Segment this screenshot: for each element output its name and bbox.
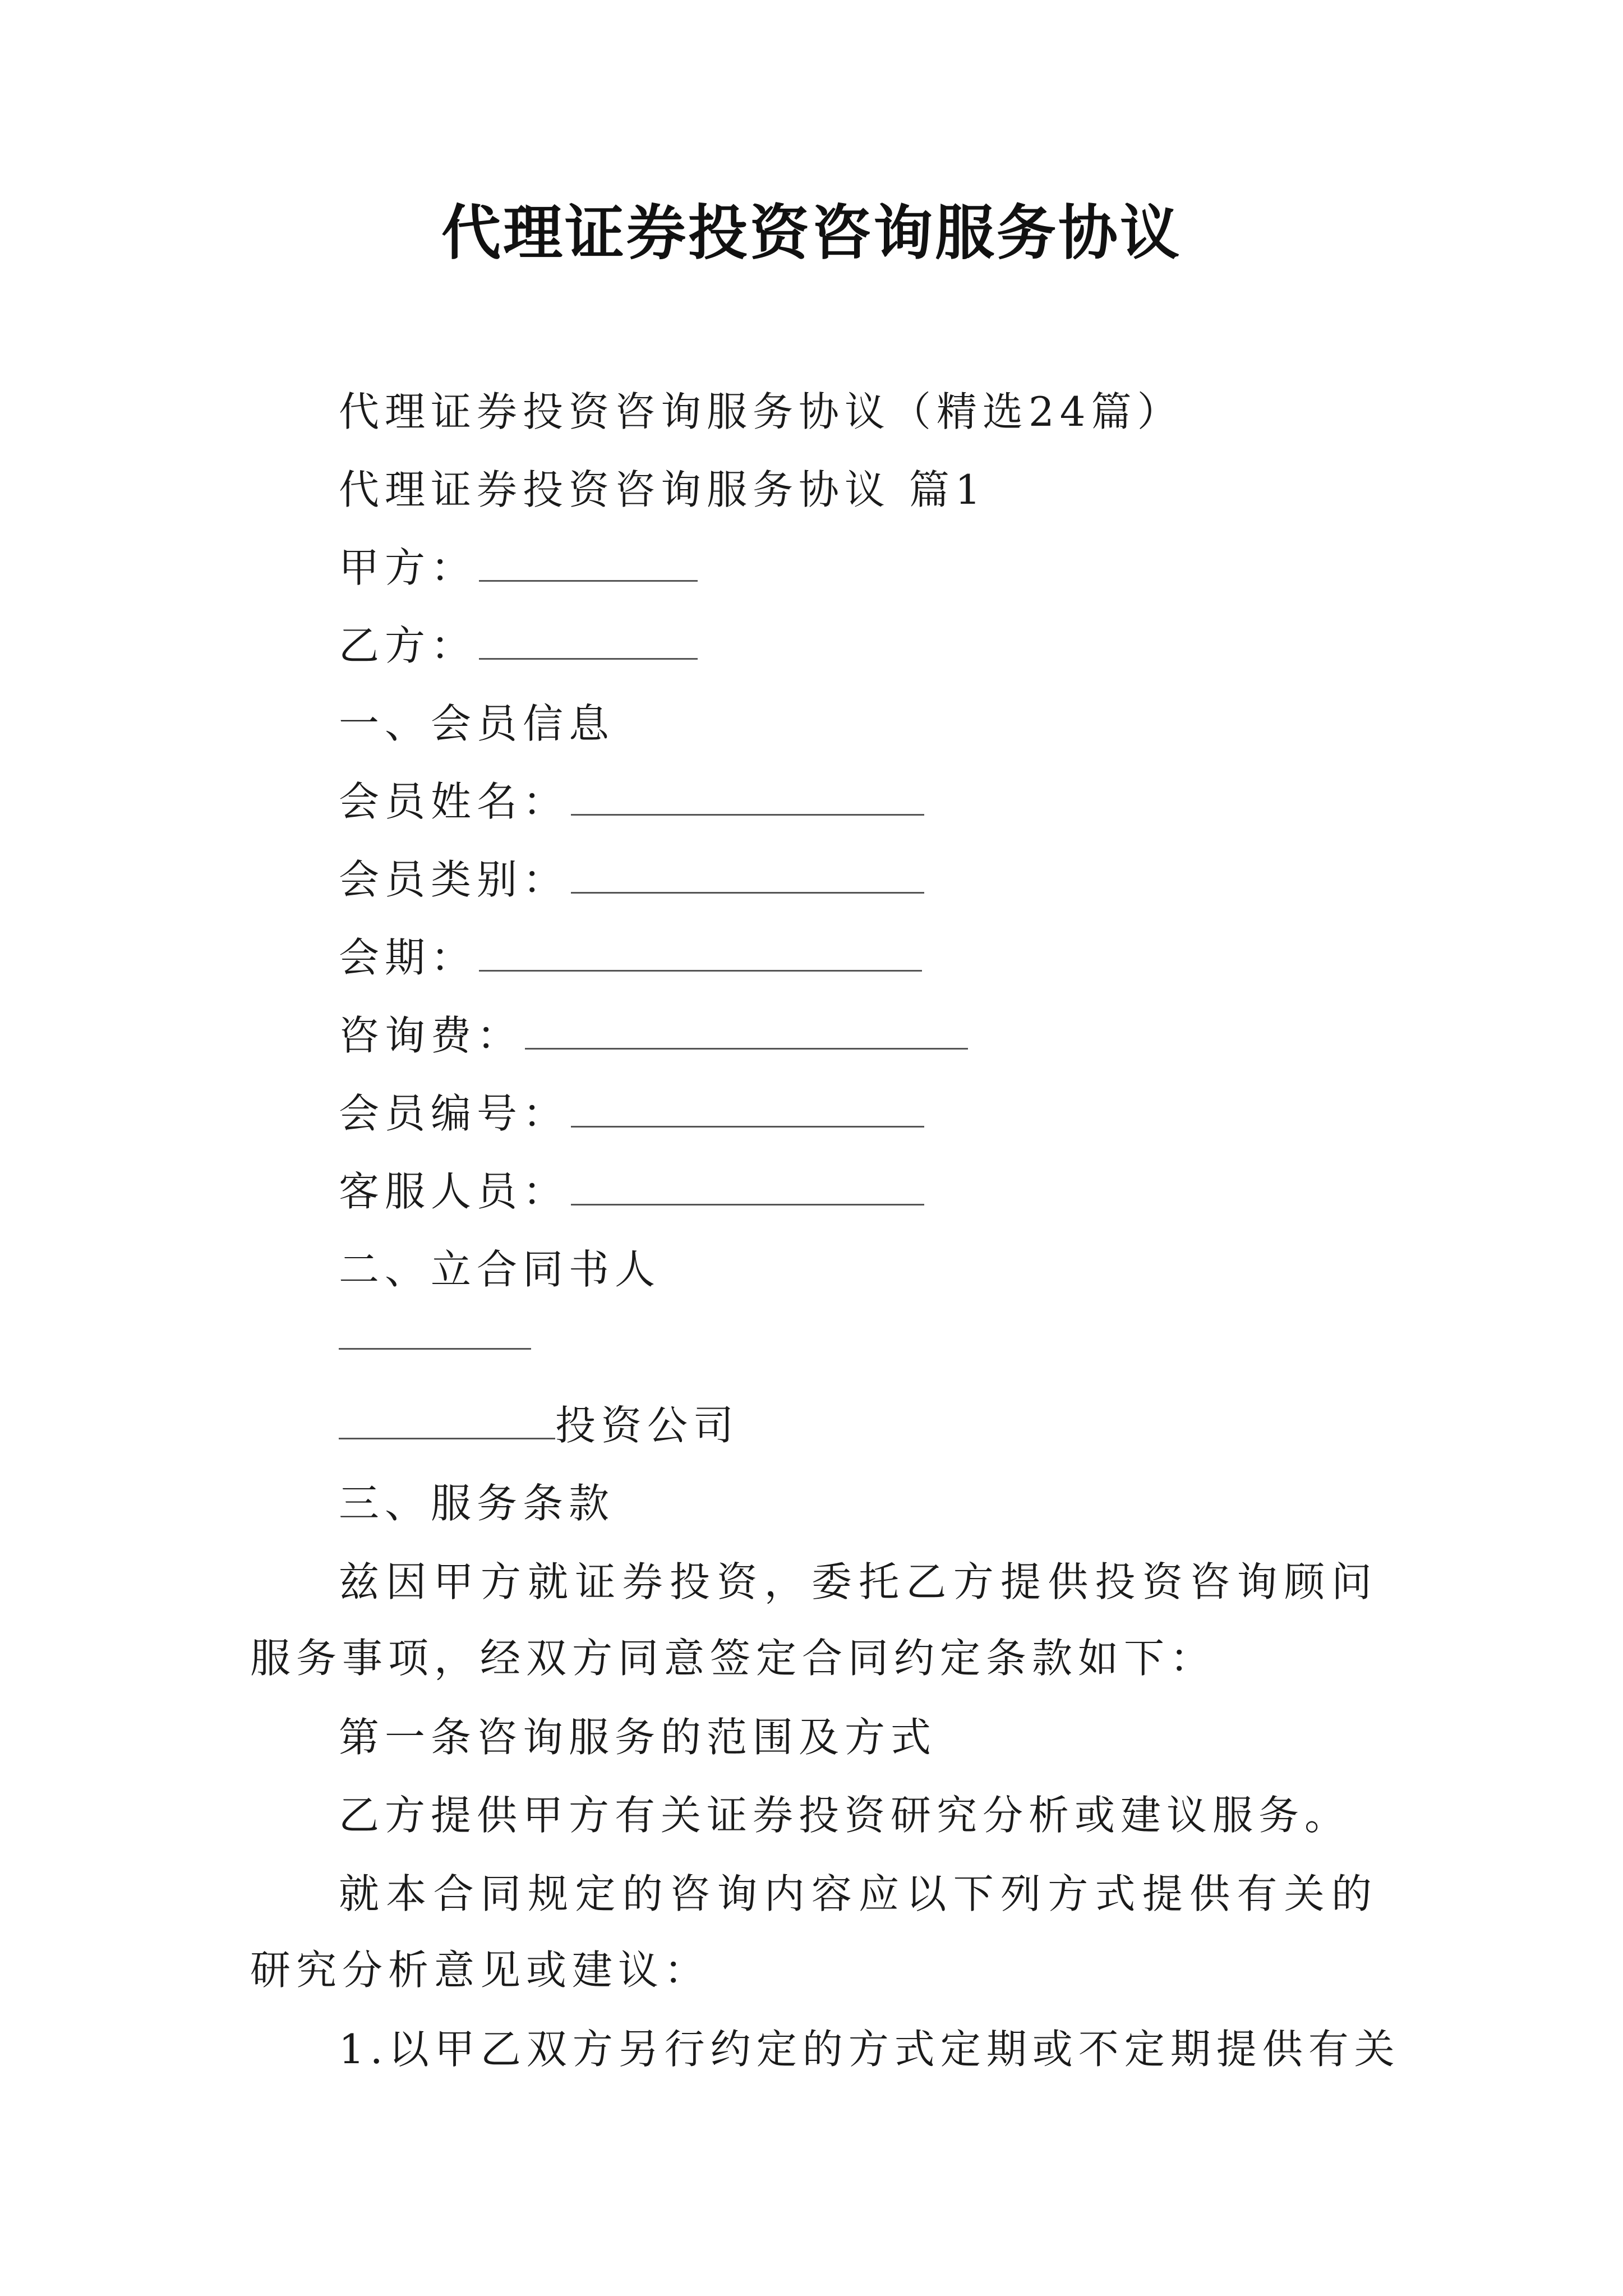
party-a-blank (479, 541, 698, 582)
member-name-row (339, 775, 924, 829)
member-no-row (339, 1087, 924, 1140)
fee-row (339, 1009, 968, 1062)
signer-blank (339, 1348, 531, 1350)
document-title: 代理证券投资咨询服务协议 (441, 197, 1182, 268)
section1-heading: 一、会员信息 (339, 700, 615, 747)
fee-blank (525, 1009, 968, 1050)
service-staff-row (339, 1165, 924, 1218)
member-type-blank (571, 853, 924, 894)
party-b-row (339, 619, 698, 673)
article-heading: 代理证券投资咨询服务协议 篇1 (339, 466, 986, 513)
term-row (339, 931, 922, 984)
member-type-label: 会员类别： (339, 856, 569, 903)
company-suffix: 投资公司 (555, 1402, 740, 1449)
member-no-blank (571, 1087, 924, 1128)
paragraph-item-1: 1.以甲乙双方另行约定的方式定期或不定期提供有关 (339, 2026, 1400, 2073)
company-row (339, 1398, 739, 1452)
party-b-label: 乙方： (339, 622, 477, 669)
service-staff-blank (571, 1165, 924, 1205)
paragraph-consulting-methods: 就本合同规定的咨询内容应以下列方式提供有关的研究分析意见或建议： (250, 1870, 1377, 1994)
section3-heading: 三、服务条款 (339, 1480, 615, 1527)
party-a-label: 甲方： (339, 544, 477, 591)
service-staff-label: 客服人员： (339, 1168, 569, 1215)
term-label: 会期： (339, 934, 477, 981)
clause-1-heading: 第一条咨询服务的范围及方式 (339, 1714, 937, 1761)
company-blank (339, 1398, 555, 1439)
member-name-blank (571, 775, 924, 816)
paragraph-commission: 兹因甲方就证券投资，委托乙方提供投资咨询顾问服务事项，经双方同意签定合同约定条款如下： (250, 1558, 1377, 1682)
member-type-row (339, 853, 924, 907)
party-b-blank (479, 619, 698, 660)
member-name-label: 会员姓名： (339, 778, 569, 825)
party-a-row (339, 541, 698, 595)
fee-label: 咨询费： (339, 1012, 523, 1059)
term-blank (479, 931, 922, 972)
paragraph-service-scope: 乙方提供甲方有关证券投资研究分析或建议服务。 (339, 1792, 1351, 1839)
section2-heading: 二、立合同书人 (339, 1246, 661, 1293)
document-subtitle: 代理证券投资咨询服务协议（精选24篇） (339, 388, 1183, 435)
member-no-label: 会员编号： (339, 1090, 569, 1137)
